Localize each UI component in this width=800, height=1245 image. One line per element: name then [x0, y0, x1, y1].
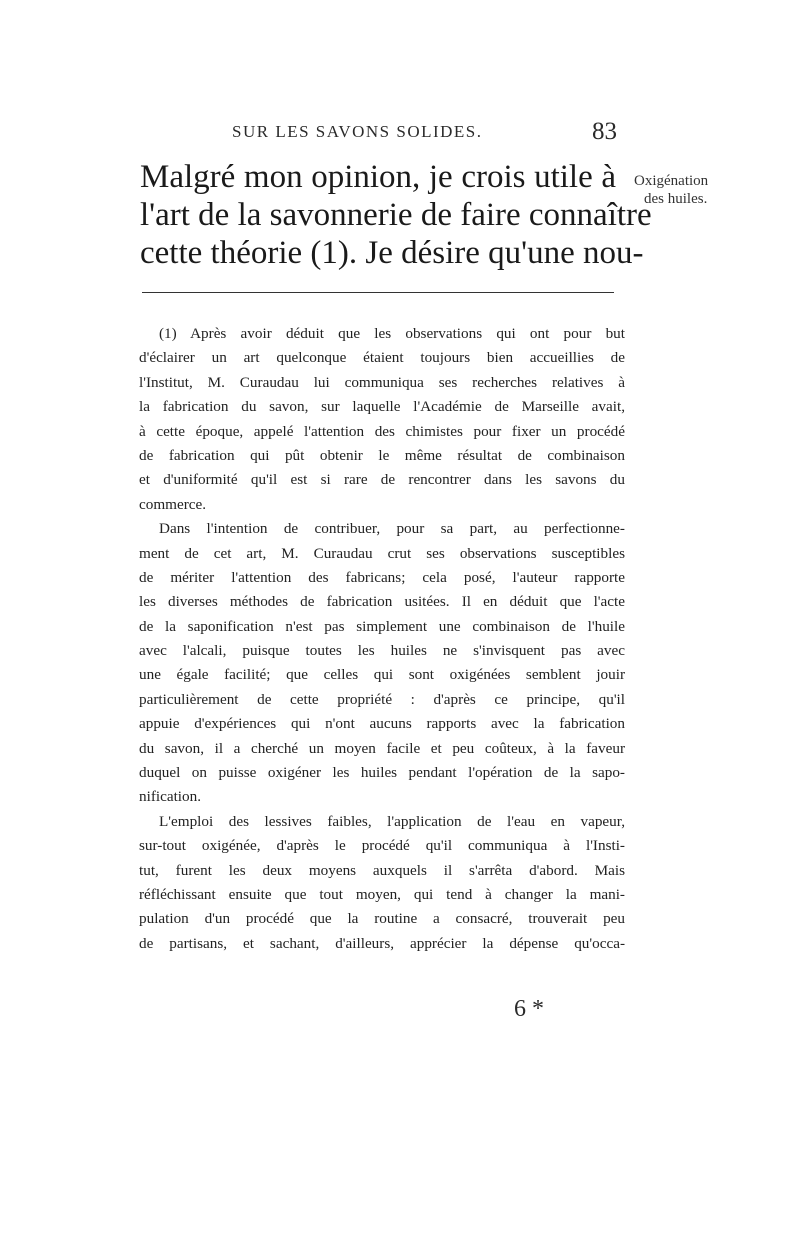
margin-note [634, 172, 734, 208]
footnote-line: l'Institut, M. Curaudau lui communiqua ses recherches relatives à [139, 373, 625, 391]
footnote-line: la fabrication du savon, sur laquelle l'Académie de Marseille avait, [139, 398, 625, 416]
footnote-line: de mériter l'attention des fabricans; cela posé, l'auteur rapporte [139, 568, 625, 586]
footnote-line: de la saponification n'est pas simplement une combinaison de l'huile [139, 617, 625, 635]
footnote-line: L'emploi des lessives faibles, l'application de l'eau en vapeur, [159, 812, 625, 830]
footnote-line: nification. [139, 788, 201, 806]
footnote-line: de fabrication qui pût obtenir le même résultat de combinaison [139, 446, 625, 464]
footnote-paragraph [139, 810, 625, 956]
footnote-line: commerce. [139, 495, 207, 513]
signature-mark: 6 * [514, 996, 544, 1022]
footnote-line: sur-tout oxigénée, d'après le procédé qu'il communiqua à l'Insti- [139, 837, 625, 855]
footnote-line: à cette époque, appelé l'attention des chimistes pour fixer un procédé [139, 422, 625, 440]
footnote-line: du savon, il a cherché un moyen facile et peu coûteux, à la faveur [139, 739, 625, 757]
footnote-paragraph [139, 517, 625, 810]
footnote-line: et d'uniformité qu'il est si rare de rencontrer dans les savons du [139, 471, 625, 489]
margin-note-line: Oxigénation [634, 173, 709, 189]
footnote-line: appuie d'expériences qui n'ont aucuns rapports avec la fabrication [139, 715, 625, 733]
footnote-line: avec l'alcali, puisque toutes les huiles ne s'invisquent pas avec [139, 642, 625, 660]
footnote-line: réfléchissant ensuite que tout moyen, qui tend à changer la mani- [139, 885, 625, 903]
footnote-line: une égale facilité; que celles qui sont oxigénées semblent jouir [139, 666, 625, 684]
footnote-line: ment de cet art, M. Curaudau crut ses observations susceptibles [139, 544, 625, 562]
footnote-line: particulièrement de cette propriété : d'après ce principe, qu'il [139, 690, 625, 708]
footnote-line: Dans l'intention de contribuer, pour sa part, au perfectionne- [159, 520, 625, 538]
footnote-paragraph [139, 322, 625, 517]
footnote-rule [142, 292, 614, 293]
footnote-line: pulation d'un procédé que la routine a consacré, trouverait peu [139, 910, 625, 928]
footnote-line: (1) Après avoir déduit que les observations qui ont pour but [159, 325, 625, 342]
margin-note-line: des huiles. [644, 191, 708, 207]
main-text-line: cette théorie (1). Je désire qu'une nou- [140, 235, 644, 271]
main-text-line: Malgré mon opinion, je crois utile à [140, 159, 616, 195]
running-title: SUR LES SAVONS SOLIDES. [232, 122, 483, 141]
footnote-line: d'éclairer un art quelconque étaient toujours bien accueillies de [139, 349, 625, 367]
footnote-line: les diverses méthodes de fabrication usitées. Il en déduit que l'acte [139, 593, 625, 611]
footnote [139, 322, 625, 956]
footnote-line: de partisans, et sachant, d'ailleurs, apprécier la dépense qu'occa- [139, 934, 625, 952]
page-number: 83 [592, 118, 617, 145]
footnote-line: tut, furent les deux moyens auxquels il s'arrêta d'abord. Mais [139, 861, 625, 879]
main-text [140, 158, 652, 272]
footnote-line: duquel on puisse oxigéner les huiles pendant l'opération de la sapo- [139, 764, 625, 782]
main-text-line: l'art de la savonnerie de faire connaître [140, 197, 652, 233]
